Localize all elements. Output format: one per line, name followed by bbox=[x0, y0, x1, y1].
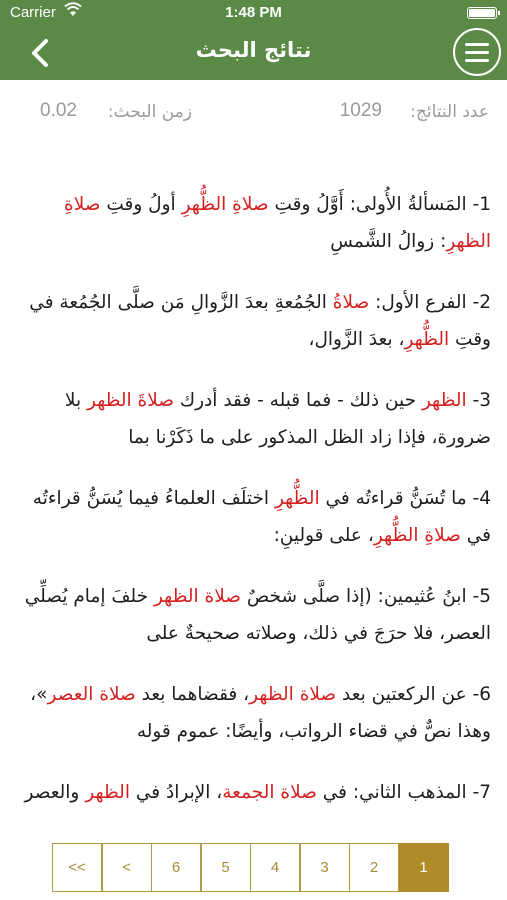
highlighted-term: صلاةِ الظُّهرِ bbox=[373, 525, 461, 546]
page-6-button[interactable]: 6 bbox=[151, 843, 201, 892]
highlighted-term: صلاة الجمعة bbox=[222, 782, 317, 803]
result-text: »، وهذا نصٌّ في قضاء الرواتب، وأيضًا: عموم قوله bbox=[30, 684, 491, 742]
status-bar bbox=[0, 0, 507, 26]
result-text: 6- عن الركعتين بعد bbox=[336, 684, 491, 705]
result-item[interactable] bbox=[19, 774, 491, 810]
page-title: نتائج البحث bbox=[195, 38, 312, 62]
result-item[interactable] bbox=[19, 676, 491, 750]
highlighted-term: صلاةُ bbox=[332, 292, 370, 313]
result-item[interactable] bbox=[19, 578, 491, 652]
highlighted-term: صلاةِ الظُّهرِ bbox=[181, 194, 269, 215]
menu-button[interactable] bbox=[453, 28, 501, 76]
page-3-button[interactable]: 3 bbox=[300, 843, 350, 892]
result-text: 5- ابنُ عُثيمين: (إذا صلَّى شخصٌ bbox=[240, 586, 491, 607]
battery-icon bbox=[467, 7, 497, 19]
result-text: : زوالُ الشَّمسِ bbox=[330, 231, 447, 252]
result-text: الجُمُعةِ بعدَ الزَّوالِ مَن صلَّى الجُمُعة في وقتِ bbox=[29, 292, 491, 350]
result-text: اختلَف العلماءُ فيما يُسَنُّ قراءتُه في bbox=[32, 488, 491, 546]
search-time-value: 0.02 bbox=[40, 100, 77, 121]
result-text: أولُ وقتِ bbox=[100, 194, 182, 215]
highlighted-term: الظهر bbox=[421, 390, 467, 411]
result-text: 3- bbox=[466, 390, 491, 411]
highlighted-term: صلاةَ الظهر bbox=[86, 390, 174, 411]
page-4-button[interactable]: 4 bbox=[250, 843, 300, 892]
highlighted-term: الظهر bbox=[85, 782, 130, 803]
result-count-value: 1029 bbox=[339, 100, 382, 121]
result-text: بلا ضرورة، فإذا زاد الظل المذكور على ما ذَكَرْنا بما bbox=[64, 390, 491, 448]
hamburger-icon bbox=[465, 43, 489, 46]
page-first-button[interactable]: << bbox=[52, 843, 102, 892]
result-text: 1- المَسألةُ الأُولى: أَوَّلُ وقتِ bbox=[268, 194, 491, 215]
page-1-button[interactable]: 1 bbox=[399, 843, 449, 892]
result-text: خلفَ إمام يُصلِّي العصر، فلا حرَجَ في ذلك، وصلاته صحيحةٌ على bbox=[24, 586, 491, 644]
search-time-label: زمن البحث: bbox=[107, 102, 192, 122]
result-text: ، على قولينِ: bbox=[273, 525, 374, 546]
highlighted-term: صلاة العصر bbox=[47, 684, 136, 705]
result-text: 7- المذهب الثاني: في bbox=[316, 782, 491, 803]
highlighted-term: الظُّهرِ bbox=[404, 329, 450, 350]
result-text: ، الإبرادُ في bbox=[129, 782, 223, 803]
result-text: والعصر bbox=[24, 782, 86, 803]
highlighted-term: الظُّهرِ bbox=[274, 488, 320, 509]
result-text: ، فقضاهما بعد bbox=[135, 684, 250, 705]
result-text: 2- الفرع الأول: bbox=[369, 292, 491, 313]
search-info bbox=[0, 80, 507, 142]
result-item[interactable] bbox=[19, 284, 491, 358]
results-list bbox=[0, 142, 507, 810]
status-time: 1:48 PM bbox=[225, 4, 282, 21]
carrier-label: Carrier bbox=[10, 4, 56, 21]
result-text: 4- ما تُسَنُّ قراءتُه في bbox=[319, 488, 491, 509]
highlighted-term: صلاة الظهر bbox=[153, 586, 241, 607]
result-count-label: عدد النتائج: bbox=[410, 102, 489, 122]
page-5-button[interactable]: 5 bbox=[201, 843, 251, 892]
nav-bar bbox=[0, 26, 507, 80]
highlighted-term: صلاةِ الظهرِ bbox=[64, 194, 491, 252]
result-item[interactable] bbox=[19, 480, 491, 554]
page-prev-button[interactable]: < bbox=[102, 843, 152, 892]
result-text: ، بعدَ الزَّوال، bbox=[308, 329, 405, 350]
result-text: حين ذلك - فما قبله - فقد أدرك bbox=[174, 390, 422, 411]
page-2-button[interactable]: 2 bbox=[349, 843, 399, 892]
result-item[interactable] bbox=[19, 382, 491, 456]
result-item[interactable] bbox=[19, 186, 491, 260]
highlighted-term: صلاة الظهر bbox=[249, 684, 337, 705]
pagination bbox=[52, 843, 455, 892]
